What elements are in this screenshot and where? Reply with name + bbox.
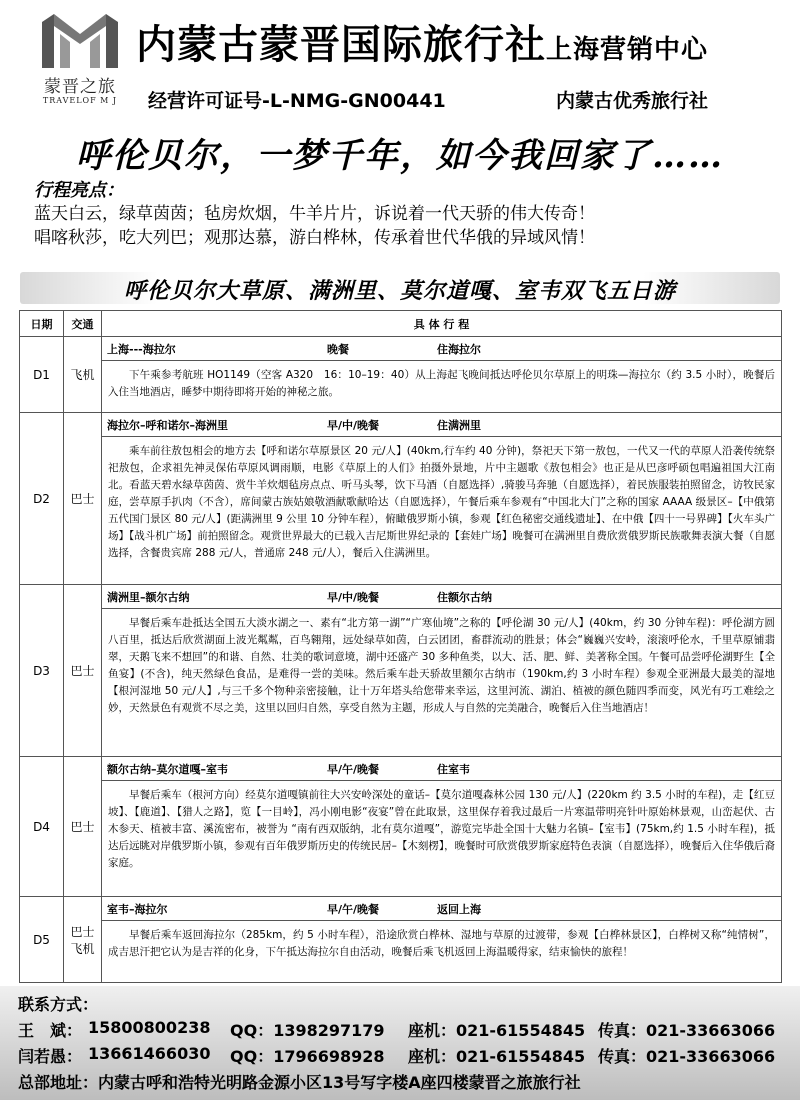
day-description: 早餐后乘车返回海拉尔（285km，约 5 小时车程），沿途欣赏白桦林、湿地与草原的过渡带，参观【白桦林景区】，白桦树又称“纯情树”，成吉思汗把它认为是吉祥的化身，下午抵达海拉尔自由活动，晚餐后乘飞机返回上海温暖得家，结束愉快的旅程！ xyxy=(108,929,775,958)
company-sub: 上海营销中心 xyxy=(546,35,709,65)
stay-label: 返回上海 xyxy=(437,902,481,916)
detail-cell xyxy=(102,585,782,757)
slogan: 呼伦贝尔，一梦千年，如今我回家了…… xyxy=(76,136,724,176)
day-heading xyxy=(102,757,781,781)
meal-label: 早/中/晚餐 xyxy=(327,418,380,432)
transport-cell: 巴士 xyxy=(64,413,102,585)
stay-label: 住满洲里 xyxy=(437,418,481,432)
table-header-row xyxy=(20,311,782,337)
detail-cell xyxy=(102,413,782,585)
stay-label: 住额尔古纳 xyxy=(437,590,492,604)
day-heading xyxy=(102,585,781,609)
table-row xyxy=(20,897,782,983)
contact-tel: 座机：021-61554845 xyxy=(408,1021,586,1040)
header-transport: 交通 xyxy=(64,311,102,337)
contact-fax: 传真：021-33663066 xyxy=(598,1021,776,1040)
meal-label: 早/午/晚餐 xyxy=(327,902,380,916)
honor-title: 内蒙古优秀旅行社 xyxy=(556,90,709,112)
day-cell: D1 xyxy=(20,337,64,413)
detail-cell xyxy=(102,337,782,413)
contact-name: 王 斌： xyxy=(18,1021,83,1040)
day-description: 早餐后乘车赴抵达全国五大淡水湖之一、素有“北方第一湖”“广寒仙境”之称的【呼伦湖 30 元/人】(40km，约 30 分钟车程)：呼伦湖方圆八百里，抵达后欣赏湖面上波光粼粼，百鸟翱翔，远处绿草如茵，白云团团，畜群流动的胜景；体会“巍巍兴安岭，滚滚呼伦水，千里草原铺翡翠，天鹅飞来不想回”的和谐、自然、壮美的歌词意境，湖中还盛产 30 多种鱼类，以大、活、肥、鲜、美著称全国。午餐可品尝呼伦湖野生【全鱼宴】(不含)，纯天然绿色食品，是难得一尝的美味。然后乘车赴天骄故里额尔古纳市（190km,约 3 小时车程）参观全亚洲最大最美的湿地【根河湿地 50 元/人】,与三千多个物种亲密接触，让十万年塔头给您带来幸运，这里河流、湖泊、植被的颜色随四季而变，风光有巧工难绘之妙，天然景色有观赏不尽之美，这里以回归自然，享受自然为主题，形成人与自然的完美融合，晚餐后入住当地酒店！ xyxy=(108,617,775,714)
contact-section xyxy=(0,986,800,1100)
day-description: 乘车前往敖包相会的地方去【呼和诺尔草原景区 20 元/人】(40km,行车约 40 分钟)，祭祀天下第一敖包，一代又一代的草原人沿袭传统祭祀敖包，企求祖先神灵保佑草原风调雨顺，电影《草原上的人们》拍摄外景地，片中主题歌《敖包相会》也正是从巴彦呼硕包唱遍祖国大江南北。看蓝天碧水绿草茵茵、赏牛羊炊烟毡房点点、听马头琴，饮下马酒（自愿选择）,骑骏马奔驰（自愿选择），着民族服装拍照留念，访牧民家庭，尝草原手扒肉（不含），席间蒙古族姑娘敬酒献歌献哈达（自愿选择），午餐后乘车参观有“中国北大门”之称的国家 AAAA 级景区–【中俄第五代国门景区 80 元/人】(距满洲里 9 公里 10 分钟车程），俯瞰俄罗斯小镇，参观【红色秘密交通线遗址】、在中俄【四十一号界碑】【火车头广场】【战斗机广场】前拍照留念。观赏世界最大的已载入吉尼斯世界纪录的【套娃广场】晚餐可在满洲里自费欣赏俄罗斯民族歌舞表演大餐（自愿选择，含餐贵宾席 288 元/人，普通席 248 元/人），餐后入住满洲里。 xyxy=(108,445,775,559)
brand-name-en: TRAVELOF M J xyxy=(42,96,118,105)
route-label: 上海---海拉尔 xyxy=(107,342,176,356)
route-label: 室韦–海拉尔 xyxy=(107,902,168,916)
day-cell: D5 xyxy=(20,897,64,983)
highlight-line: 蓝天白云，绿草茵茵；毡房炊烟，牛羊片片，诉说着一代天骄的伟大传奇！ xyxy=(34,204,595,224)
itinerary-table xyxy=(19,310,782,983)
transport-cell: 巴士 飞机 xyxy=(64,897,102,983)
contact-mobile: 15800800238 xyxy=(88,1018,211,1037)
detail-cell xyxy=(102,757,782,897)
contact-mobile: 13661466030 xyxy=(88,1044,211,1063)
meal-label: 早/午/晚餐 xyxy=(327,762,380,776)
header-detail: 具 体 行 程 xyxy=(102,311,782,337)
day-description: 早餐后乘车（根河方向）经莫尔道嘎镇前往大兴安岭深处的童话–【莫尔道嘎森林公园 130 元/人】(220km 约 3.5 小时的车程)，走【红豆坡】、【鹿道】、【猎人之路】，览【一目岭】，冯小刚电影“夜宴”曾在此取景，这里保存着我过最后一片寒温带明亮针叶原始林景观，山峦起伏、古木参天、植被丰富、溪流密布，被誉为 “南有西双版纳，北有莫尔道嘎”，游览完毕赴全国十大魅力名镇–【室韦】(75km,约 1.5 小时车程)，抵达后远眺对岸俄罗斯小镇，参观有百年俄罗斯历史的传统民居–【木刻楞】，晚餐时可欣赏俄罗斯家庭特色表演（自愿选择），晚餐后入住华俄后裔家庭。 xyxy=(108,789,775,869)
day-heading xyxy=(102,897,781,921)
headquarters-address: 总部地址：内蒙古呼和浩特光明路金源小区13号写字楼A座四楼蒙晋之旅旅行社 xyxy=(18,1073,581,1092)
day-cell: D2 xyxy=(20,413,64,585)
day-heading xyxy=(102,337,781,361)
day-cell: D3 xyxy=(20,585,64,757)
route-banner xyxy=(0,268,800,308)
route-label: 满洲里–额尔古纳 xyxy=(107,590,190,604)
route-title: 呼伦贝尔大草原、满洲里、莫尔道嘎、室韦双飞五日游 xyxy=(123,278,676,304)
contact-name: 闫若愚： xyxy=(18,1047,83,1066)
stay-label: 住海拉尔 xyxy=(437,342,481,356)
route-label: 额尔古纳–莫尔道嘎–室韦 xyxy=(107,762,228,776)
contact-qq: QQ：1796698928 xyxy=(230,1047,385,1066)
logo xyxy=(30,12,130,112)
table-row xyxy=(20,585,782,757)
contact-label: 联系方式： xyxy=(18,995,99,1014)
contact-tel: 座机：021-61554845 xyxy=(408,1047,586,1066)
highlights xyxy=(34,180,794,250)
company-main: 内蒙古蒙晋国际旅行社 xyxy=(136,21,546,68)
transport-cell: 巴士 xyxy=(64,585,102,757)
meal-label: 早/中/晚餐 xyxy=(327,590,380,604)
mj-logo-icon xyxy=(40,12,120,70)
company-name xyxy=(136,22,708,73)
table-row xyxy=(20,757,782,897)
table-row xyxy=(20,337,782,413)
meal-label: 晚餐 xyxy=(327,342,349,356)
highlights-title: 行程亮点： xyxy=(34,180,124,201)
highlight-line: 唱喀秋莎，吃大列巴；观那达慕，游白桦林，传承着世代华俄的异域风情！ xyxy=(34,228,595,248)
contact-row xyxy=(18,1018,788,1042)
contact-fax: 传真：021-33663066 xyxy=(598,1047,776,1066)
transport-cell: 巴士 xyxy=(64,757,102,897)
header-day: 日期 xyxy=(20,311,64,337)
contact-row xyxy=(18,1044,788,1068)
transport-cell: 飞机 xyxy=(64,337,102,413)
day-heading xyxy=(102,413,781,437)
table-row xyxy=(20,413,782,585)
stay-label: 住室韦 xyxy=(437,762,470,776)
detail-cell xyxy=(102,897,782,983)
brand-name: 蒙晋之旅 xyxy=(44,77,116,97)
day-cell: D4 xyxy=(20,757,64,897)
header xyxy=(0,0,800,120)
day-description: 下午乘参考航班 HO1149（空客 A320 16：10–19：40）从上海起飞晚间抵达呼伦贝尔草原上的明珠—海拉尔（约 3.5 小时），晚餐后入住当地酒店，睡梦中期待即将开始的神秘之旅。 xyxy=(108,369,775,398)
license-number: 经营许可证号-L-NMG-GN00441 xyxy=(148,90,446,112)
route-label: 海拉尔–呼和诺尔–海洲里 xyxy=(107,418,228,432)
contact-qq: QQ：1398297179 xyxy=(230,1021,385,1040)
